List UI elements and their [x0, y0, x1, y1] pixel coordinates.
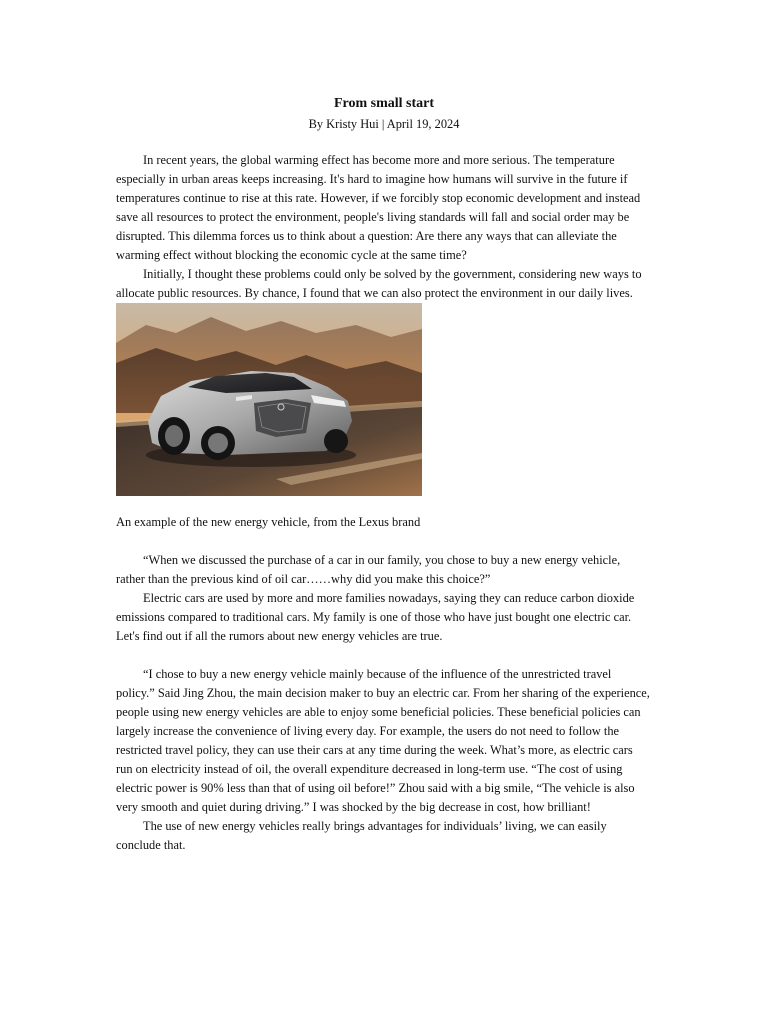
paragraph-interview: “I chose to buy a new energy vehicle mainly because of the influence of the unrestricted travel policy.” Said Jing Zhou, the main decision maker to buy an electric car. From her sharing of the experience, people using new energy vehicles are able to enjoy some beneficial policies. These beneficial policies can largely increase the convenience of living every day. For example, the users do not need to follow the restricted travel policy, they can use their cars at any time during the week. What’s more, as electric cars run on electricity instead of oil, the overall expenditure decreased in long-term use. “The cost of using electric power is 90% less than that of using oil before!” Zhou said with a big smile, “The vehicle is also very smooth and quiet during driving.” I was shocked by the big decrease in cost, how brilliant!	[116, 667, 650, 814]
paragraph-question: “When we discussed the purchase of a car in our family, you chose to buy a new energy vehicle, rather than the previous kind of oil car……why did you make this choice?”	[116, 553, 621, 586]
article-byline: By Kristy Hui | April 19, 2024	[308, 117, 460, 131]
paragraph-intro: In recent years, the global warming effect has become more and more serious. The temperature especially in urban areas keeps increasing. It's hard to imagine how humans will survive in the future if temperatures continue to rise at this rate. However, if we forcibly stop economic development and instead save all resources to protect the environment, people's living standards will fall and social order may be disrupted. This dilemma forces us to think about a question: Are there any ways that can alleviate the warming effect without blocking the economic cycle at the same time?	[116, 153, 641, 262]
paragraph-electric-cars: Electric cars are used by more and more families nowadays, saying they can reduce carbon dioxide emissions compared to traditional cars. My family is one of those who have just bought one electric car. Let's find out if all the rumors about new energy vehicles are true.	[116, 591, 635, 643]
paragraph-initially: Initially, I thought these problems could only be solved by the government, considering new ways to allocate public resources. By chance, I found that we can also protect the environment in our daily lives.	[116, 267, 642, 300]
article-title: From small start	[333, 96, 435, 111]
car-photo	[116, 303, 422, 496]
article	[116, 95, 652, 855]
image-caption: An example of the new energy vehicle, from the Lexus brand	[116, 515, 421, 529]
paragraph-conclusion: The use of new energy vehicles really brings advantages for individuals’ living, we can easily conclude that.	[116, 819, 607, 852]
